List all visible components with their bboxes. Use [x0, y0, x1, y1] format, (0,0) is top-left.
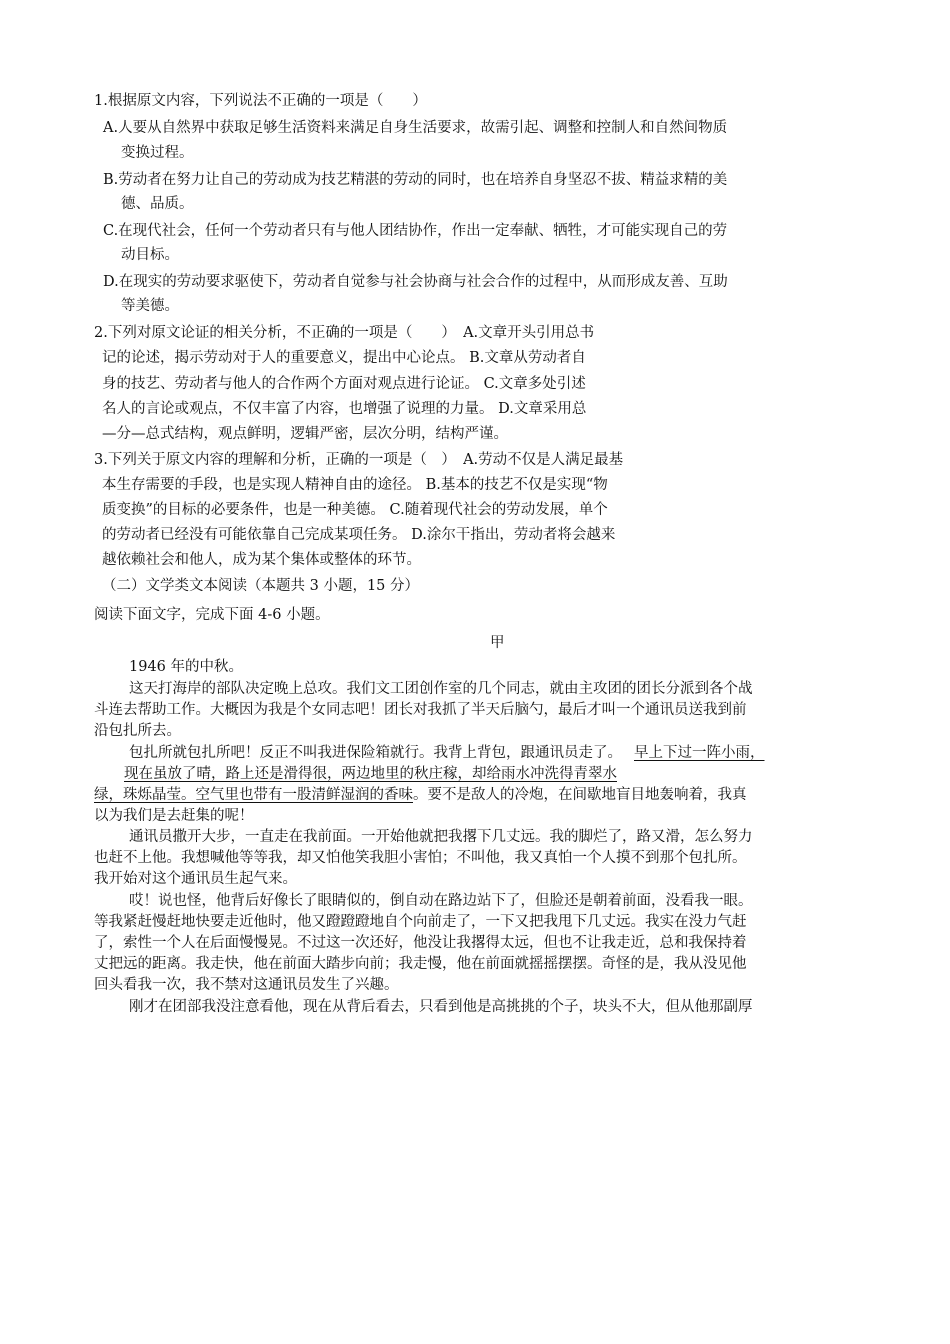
passage-line: 沿包扎所去。 [94, 723, 181, 739]
question-3-line: 本生存需要的手段，也是实现人精神自由的途径。 B.基本的技艺不仅是实现“物 [102, 477, 608, 493]
section-title: （二）文学类文本阅读（本题共 3 小题，15 分） [102, 578, 420, 594]
passage-text: 。要不是敌人的冷炮，在间歇地盲目地轰响着，我真 [413, 787, 747, 803]
passage-heading: 甲 [490, 635, 505, 651]
passage-line: 也赶不上他。我想喊他等等我，却又怕他笑我胆小害怕；不叫他，我又真怕一个人摸不到那个包扎所。 [94, 850, 747, 866]
question-1-option-d: D.在现实的劳动要求驱使下，劳动者自觉参与社会协商与社会合作的过程中，从而形成友善、互助 [103, 274, 728, 290]
question-2-line: 记的论述，揭示劳动对于人的重要意义，提出中心论点。 B.文章从劳动者自 [102, 350, 586, 366]
question-1-option-b-cont: 德、品质。 [121, 196, 194, 212]
passage-line: 以为我们是去赶集的呢！ [94, 808, 254, 824]
passage-line: 哎！说也怪，他背后好像长了眼睛似的，倒自动在路边站下了，但脸还是朝着前面，没看我一眼。 [129, 893, 753, 909]
question-1-option-b: B.劳动者在努力让自己的劳动成为技艺精湛的劳动的同时，也在培养自身坚忍不拔、精益求精的美 [103, 172, 728, 188]
question-3-line: 3.下列关于原文内容的理解和分析，正确的一项是（ ） A.劳动不仅是人满足最基 [94, 452, 624, 468]
underlined-text: 绿，珠烁晶莹。空气里也带有一股清鲜湿润的香味 [94, 787, 413, 803]
question-1-stem: 1.根据原文内容，下列说法不正确的一项是（ ） [94, 93, 427, 109]
passage-line [129, 743, 765, 763]
underlined-text: 早上下过一阵小雨， [634, 745, 765, 761]
question-2-line: 身的技艺、劳动者与他人的合作两个方面对观点进行论证。 C.文章多处引述 [102, 376, 586, 392]
underlined-text: 现在虽放了晴，路上还是滑得很，两边地里的秋庄稼，却给雨水冲洗得青翠水 [124, 766, 617, 782]
passage-line: 丈把远的距离。我走快，他在前面大踏步向前；我走慢，他在前面就摇摇摆摆。奇怪的是，我从没见他 [94, 956, 747, 972]
passage-line: 这天打海岸的部队决定晚上总攻。我们文工团创作室的几个同志，就由主攻团的团长分派到各个战 [129, 681, 753, 697]
question-2-line: —分—总式结构，观点鲜明，逻辑严密，层次分明，结构严谨。 [102, 426, 508, 442]
passage-line [94, 785, 747, 805]
question-1-option-a-cont: 变换过程。 [121, 145, 194, 161]
passage-line: 斗连去帮助工作。大概因为我是个女同志吧！团长对我抓了半天后脑勺，最后才叫一个通讯员送我到前 [94, 702, 747, 718]
passage-line: 等我紧赶慢赶地快要走近他时，他又蹬蹬蹬地自个向前走了，一下又把我甩下几丈远。我实在没力气赶 [94, 914, 747, 930]
section-instruction: 阅读下面文字，完成下面 4-6 小题。 [94, 607, 330, 623]
question-2-line: 名人的言论或观点，不仅丰富了内容，也增强了说理的力量。 D.文章采用总 [102, 401, 587, 417]
question-1-option-d-cont: 等美德。 [121, 298, 179, 314]
question-2-line: 2.下列对原文论证的相关分析，不正确的一项是（ ） A.文章开头引用总书 [94, 325, 595, 341]
question-1-option-a: A.人要从自然界中获取足够生活资料来满足自身生活要求，故需引起、调整和控制人和自然间物质 [103, 120, 728, 136]
question-1-option-c: C.在现代社会，任何一个劳动者只有与他人团结协作，作出一定奉献、牺牲，才可能实现自己的劳 [103, 223, 728, 239]
passage-date: 1946 年的中秋。 [129, 659, 244, 675]
question-1-option-c-cont: 动目标。 [121, 247, 179, 263]
passage-text: 包扎所就包扎所吧！反正不叫我进保险箱就行。我背上背包，跟通讯员走了。 [129, 745, 622, 761]
question-3-line: 质变换”的目标的必要条件，也是一种美德。 C.随着现代社会的劳动发展，单个 [102, 502, 608, 518]
passage-line: 通讯员撒开大步，一直走在我前面。一开始他就把我撂下几丈远。我的脚烂了，路又滑，怎么努力 [129, 829, 753, 845]
question-3-line: 的劳动者已经没有可能依靠自己完成某项任务。 D.涂尔干指出，劳动者将会越来 [102, 527, 616, 543]
passage-line: 回头看我一次，我不禁对这通讯员发生了兴趣。 [94, 977, 399, 993]
passage-line: 刚才在团部我没注意看他，现在从背后看去，只看到他是高挑挑的个子，块头不大，但从他那副厚 [129, 999, 753, 1015]
passage-line: 了，索性一个人在后面慢慢晃。不过这一次还好，他没让我撂得太远，但也不让我走近，总和我保持着 [94, 935, 747, 951]
passage-line: 我开始对这个通讯员生起气来。 [94, 871, 297, 887]
question-3-line: 越依赖社会和他人，成为某个集体或整体的环节。 [102, 552, 421, 568]
